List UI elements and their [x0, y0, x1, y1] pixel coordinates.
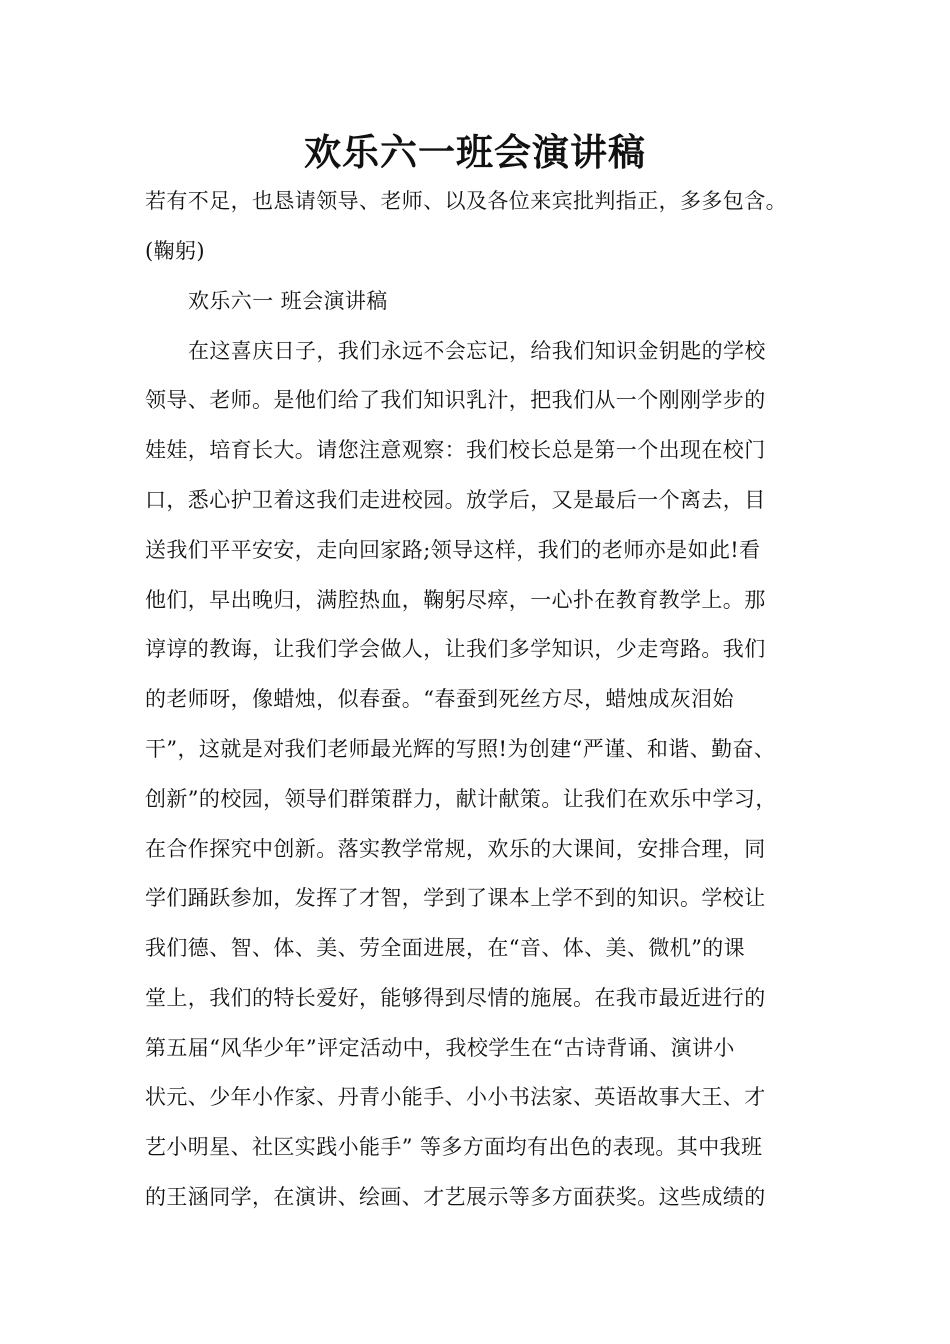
text-line: 创新”的校园，领导们群策群力，献计献策。让我们在欢乐中学习，: [145, 787, 777, 811]
text-line: 的老师呀，像蜡烛，似春蚕。“春蚕到死丝方尽，蜡烛成灰泪始: [145, 687, 734, 711]
text-line: 在合作探究中创新。落实教学常规，欢乐的大课间，安排合理，同: [145, 837, 766, 861]
text-line: 我们德、智、体、美、劳全面进展，在“音、体、美、微机”的课: [145, 936, 746, 960]
text-line: 口，悉心护卫着这我们走进校园。放学后，又是最后一个离去，目: [145, 488, 766, 512]
text-line: 他们，早出晚归，满腔热血，鞠躬尽瘁，一心扑在教育教学上。那: [145, 588, 766, 612]
text-line: 第五届“风华少年”评定活动中，我校学生在“古诗背诵、演讲小: [145, 1036, 735, 1060]
text-line: 干”，这就是对我们老师最光辉的写照!为创建“严谨、和谐、勤奋、: [145, 737, 776, 761]
section-heading: 欢乐六一 班会演讲稿: [188, 289, 388, 313]
text-line: 在这喜庆日子，我们永远不会忘记，给我们知识金钥匙的学校: [188, 339, 766, 363]
text-line: 学们踊跃参加，发挥了才智，学到了课本上学不到的知识。学校让: [145, 886, 766, 910]
text-line: 谆谆的教诲，让我们学会做人，让我们多学知识，少走弯路。我们: [145, 637, 766, 661]
text-line: 送我们平平安安，走向回家路;领导这样，我们的老师亦是如此!看: [145, 538, 761, 562]
text-line: 娃娃，培育长大。请您注意观察：我们校长总是第一个出现在校门: [145, 438, 766, 462]
text-line: 领导、老师。是他们给了我们知识乳汁，把我们从一个刚刚学步的: [145, 388, 766, 412]
text-line: 的王涵同学，在演讲、绘画、才艺展示等多方面获奖。这些成绩的: [145, 1185, 766, 1209]
text-line: 状元、少年小作家、丹青小能手、小小书法家、英语故事大王、才: [145, 1085, 766, 1109]
text-line: (鞠躬): [145, 239, 205, 263]
document-title: 欢乐六一班会演讲稿: [304, 130, 646, 174]
text-line: 堂上，我们的特长爱好，能够得到尽情的施展。在我市最近进行的: [145, 986, 766, 1010]
text-line: 艺小明星、社区实践小能手” 等多方面均有出色的表现。其中我班: [145, 1135, 763, 1159]
text-line: 若有不足，也恳请领导、老师、以及各位来宾批判指正，多多包含。: [145, 189, 787, 213]
